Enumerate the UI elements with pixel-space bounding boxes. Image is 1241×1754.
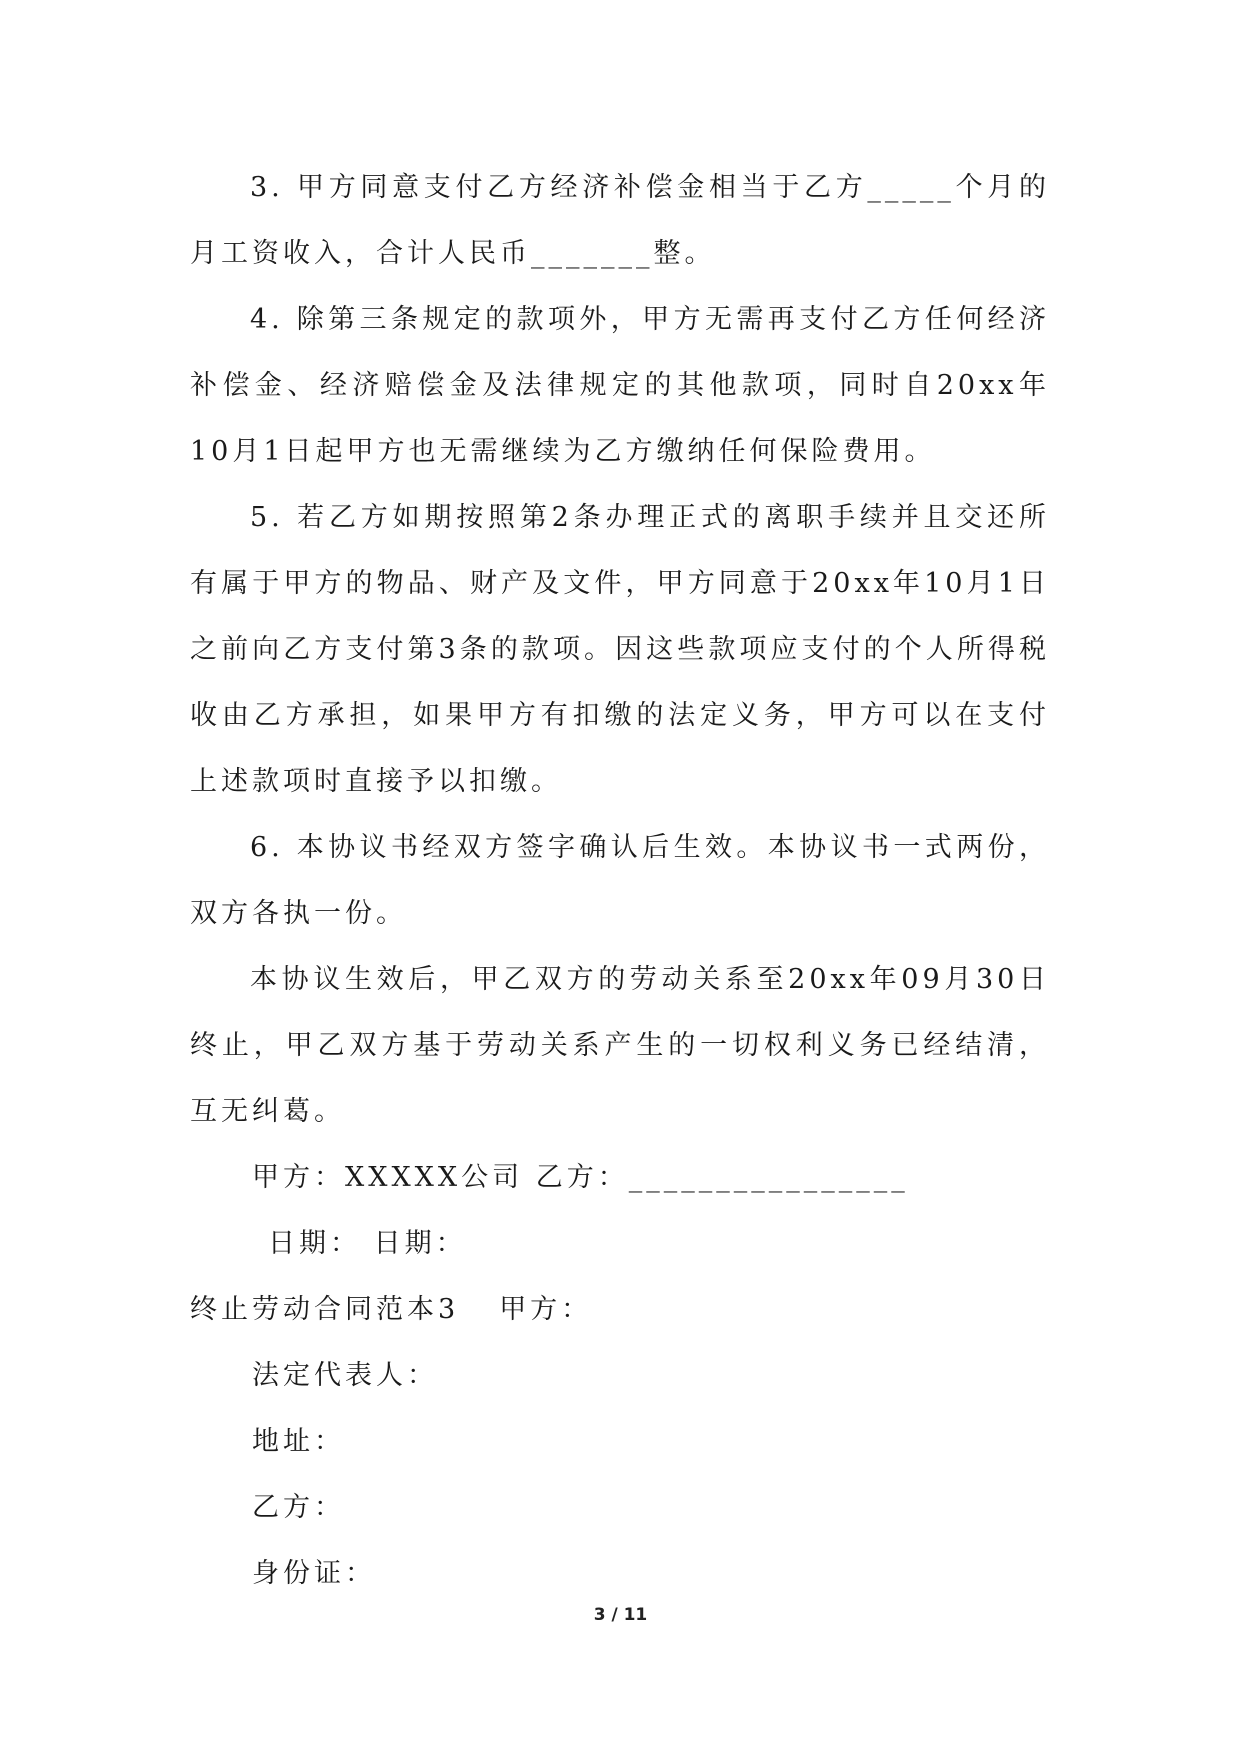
clause-4: 4. 除第三条规定的款项外，甲方无需再支付乙方任何经济补偿金、经济赔偿金及法律规定的其他款项，同时自20xx年10月1日起甲方也无需继续为乙方缴纳任何保险费用。: [190, 304, 1050, 467]
clause-6: 6. 本协议书经双方签字确认后生效。本协议书一式两份，双方各执一份。: [190, 832, 1050, 929]
section-heading-row: [190, 1277, 1050, 1343]
effective-clause: 本协议生效后，甲乙双方的劳动关系至20xx年09月30日终止，甲乙双方基于劳动关系产生的一切权利义务已经结清，互无纠葛。: [190, 964, 1050, 1127]
field-party-b: 乙方：: [252, 1492, 345, 1523]
clause-5: 5. 若乙方如期按照第2条办理正式的离职手续并且交还所有属于甲方的物品、财产及文件，甲方同意于20xx年10月1日之前向乙方支付第3条的款项。因这些款项应支付的个人所得税收由乙方承担，如果甲方有扣缴的法定义务，甲方可以在支付上述款项时直接予以扣缴。: [190, 502, 1050, 797]
page-number: 3 / 11: [593, 1605, 648, 1625]
section-party-a: 甲方：: [499, 1294, 593, 1325]
field-id-card: 身份证：: [252, 1558, 376, 1589]
document-body: [190, 155, 1050, 1607]
field-address: 地址：: [252, 1426, 345, 1457]
section-title: 终止劳动合同范本3: [190, 1294, 460, 1325]
clause-3: 3. 甲方同意支付乙方经济补偿金相当于乙方_____个月的月工资收入，合计人民币_______整。: [190, 172, 1050, 269]
date-line: 日期： 日期：: [268, 1228, 467, 1259]
signature-line: 甲方：XXXXX公司 乙方：________________: [252, 1162, 909, 1193]
field-legal-representative: 法定代表人：: [252, 1360, 438, 1391]
